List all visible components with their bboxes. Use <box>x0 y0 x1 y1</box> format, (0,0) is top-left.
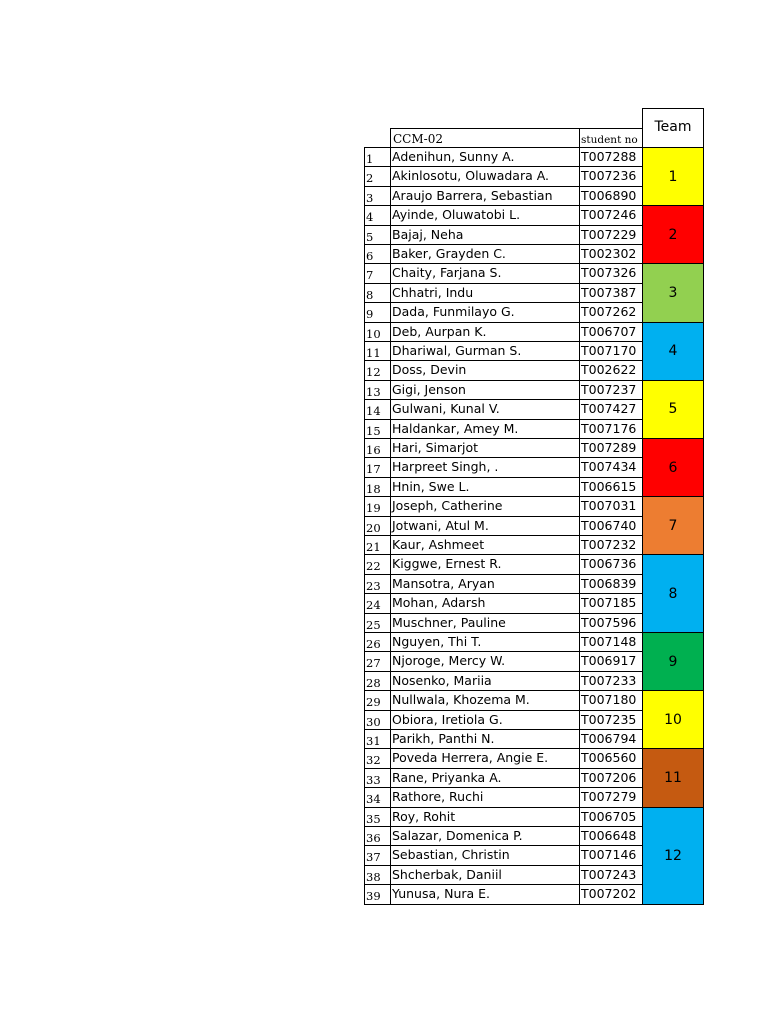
student-name: Sebastian, Christin <box>390 845 580 865</box>
row-number: 12 <box>364 360 391 380</box>
student-name: Hnin, Swe L. <box>390 477 580 497</box>
student-id: T007180 <box>579 690 643 710</box>
team-cell: 1 <box>642 147 704 206</box>
student-id: T007262 <box>579 302 643 322</box>
row-number: 4 <box>364 205 391 225</box>
row-number: 21 <box>364 535 391 555</box>
row-number: 17 <box>364 457 391 477</box>
student-name: Haldankar, Amey M. <box>390 419 580 439</box>
student-name: Dhariwal, Gurman S. <box>390 341 580 361</box>
row-number: 26 <box>364 632 391 652</box>
student-id: T007288 <box>579 147 643 167</box>
student-id: T007232 <box>579 535 643 555</box>
student-id: T007185 <box>579 593 643 613</box>
student-name: Rathore, Ruchi <box>390 787 580 807</box>
student-name: Dada, Funmilayo G. <box>390 302 580 322</box>
student-name: Poveda Herrera, Angie E. <box>390 748 580 768</box>
student-id: T007170 <box>579 341 643 361</box>
row-number: 1 <box>364 147 391 167</box>
row-number: 13 <box>364 380 391 400</box>
student-id: T002302 <box>579 244 643 264</box>
student-id: T007229 <box>579 225 643 245</box>
student-id: T007236 <box>579 166 643 186</box>
row-number: 30 <box>364 710 391 730</box>
student-name: Chaity, Farjana S. <box>390 263 580 283</box>
student-id: T007279 <box>579 787 643 807</box>
student-id: T007246 <box>579 205 643 225</box>
student-name: Nguyen, Thi T. <box>390 632 580 652</box>
student-name: Shcherbak, Daniil <box>390 865 580 885</box>
row-number: 20 <box>364 516 391 536</box>
student-name: Salazar, Domenica P. <box>390 826 580 846</box>
row-number: 10 <box>364 322 391 342</box>
row-number: 37 <box>364 845 391 865</box>
row-number: 39 <box>364 884 391 904</box>
student-name: Muschner, Pauline <box>390 613 580 633</box>
student-id: T007031 <box>579 496 643 516</box>
row-number: 28 <box>364 671 391 691</box>
student-name: Bajaj, Neha <box>390 225 580 245</box>
student-id: T007596 <box>579 613 643 633</box>
student-name: Chhatri, Indu <box>390 283 580 303</box>
student-id: T006648 <box>579 826 643 846</box>
class-code-header: CCM-02 <box>390 128 580 148</box>
row-number: 14 <box>364 399 391 419</box>
student-id: T007427 <box>579 399 643 419</box>
student-name: Jotwani, Atul M. <box>390 516 580 536</box>
student-id: T002622 <box>579 360 643 380</box>
row-number: 38 <box>364 865 391 885</box>
student-id: T006740 <box>579 516 643 536</box>
row-number: 11 <box>364 341 391 361</box>
student-name: Parikh, Panthi N. <box>390 729 580 749</box>
student-id: T007176 <box>579 419 643 439</box>
student-name: Gulwani, Kunal V. <box>390 399 580 419</box>
row-number: 15 <box>364 419 391 439</box>
row-number: 2 <box>364 166 391 186</box>
student-name: Nosenko, Mariia <box>390 671 580 691</box>
team-cell: 10 <box>642 690 704 749</box>
student-name: Hari, Simarjot <box>390 438 580 458</box>
student-name: Nullwala, Khozema M. <box>390 690 580 710</box>
student-name: Doss, Devin <box>390 360 580 380</box>
team-cell: 8 <box>642 554 704 633</box>
student-id: T006794 <box>579 729 643 749</box>
student-name: Mohan, Adarsh <box>390 593 580 613</box>
row-number: 22 <box>364 554 391 574</box>
student-id: T006707 <box>579 322 643 342</box>
student-name: Ayinde, Oluwatobi L. <box>390 205 580 225</box>
row-number: 16 <box>364 438 391 458</box>
student-id: T007146 <box>579 845 643 865</box>
row-number: 36 <box>364 826 391 846</box>
team-cell: 11 <box>642 748 704 807</box>
student-id: T007387 <box>579 283 643 303</box>
team-cell: 2 <box>642 205 704 264</box>
student-name: Mansotra, Aryan <box>390 574 580 594</box>
student-name: Joseph, Catherine <box>390 496 580 516</box>
team-cell: 3 <box>642 263 704 322</box>
student-no-header: student no <box>579 128 643 148</box>
student-id: T007235 <box>579 710 643 730</box>
student-id: T007233 <box>579 671 643 691</box>
student-name: Deb, Aurpan K. <box>390 322 580 342</box>
row-number: 24 <box>364 593 391 613</box>
row-number: 29 <box>364 690 391 710</box>
student-id: T007243 <box>579 865 643 885</box>
student-id: T007148 <box>579 632 643 652</box>
student-id: T006560 <box>579 748 643 768</box>
student-name: Araujo Barrera, Sebastian <box>390 186 580 206</box>
student-name: Yunusa, Nura E. <box>390 884 580 904</box>
student-id: T007326 <box>579 263 643 283</box>
student-id: T007206 <box>579 768 643 788</box>
student-id: T006705 <box>579 807 643 827</box>
row-number: 8 <box>364 283 391 303</box>
row-number: 34 <box>364 787 391 807</box>
header-blank-cell <box>364 128 391 148</box>
student-name: Kaur, Ashmeet <box>390 535 580 555</box>
team-cell: 9 <box>642 632 704 691</box>
student-name: Adenihun, Sunny A. <box>390 147 580 167</box>
student-id: T006615 <box>579 477 643 497</box>
row-number: 25 <box>364 613 391 633</box>
team-cell: 6 <box>642 438 704 497</box>
team-header: Team <box>642 108 704 148</box>
student-name: Harpreet Singh, . <box>390 457 580 477</box>
row-number: 32 <box>364 748 391 768</box>
row-number: 18 <box>364 477 391 497</box>
team-cell: 7 <box>642 496 704 555</box>
student-id: T007237 <box>579 380 643 400</box>
row-number: 6 <box>364 244 391 264</box>
student-name: Njoroge, Mercy W. <box>390 651 580 671</box>
student-name: Kiggwe, Ernest R. <box>390 554 580 574</box>
row-number: 7 <box>364 263 391 283</box>
row-number: 3 <box>364 186 391 206</box>
team-cell: 5 <box>642 380 704 439</box>
row-number: 35 <box>364 807 391 827</box>
student-name: Baker, Grayden C. <box>390 244 580 264</box>
student-name: Akinlosotu, Oluwadara A. <box>390 166 580 186</box>
row-number: 23 <box>364 574 391 594</box>
row-number: 9 <box>364 302 391 322</box>
row-number: 33 <box>364 768 391 788</box>
student-name: Roy, Rohit <box>390 807 580 827</box>
student-id: T007202 <box>579 884 643 904</box>
student-id: T007289 <box>579 438 643 458</box>
row-number: 31 <box>364 729 391 749</box>
student-id: T006917 <box>579 651 643 671</box>
student-name: Gigi, Jenson <box>390 380 580 400</box>
student-name: Obiora, Iretiola G. <box>390 710 580 730</box>
team-cell: 12 <box>642 807 704 905</box>
row-number: 19 <box>364 496 391 516</box>
team-cell: 4 <box>642 322 704 381</box>
student-id: T007434 <box>579 457 643 477</box>
student-id: T006839 <box>579 574 643 594</box>
student-id: T006890 <box>579 186 643 206</box>
row-number: 5 <box>364 225 391 245</box>
student-id: T006736 <box>579 554 643 574</box>
row-number: 27 <box>364 651 391 671</box>
student-name: Rane, Priyanka A. <box>390 768 580 788</box>
